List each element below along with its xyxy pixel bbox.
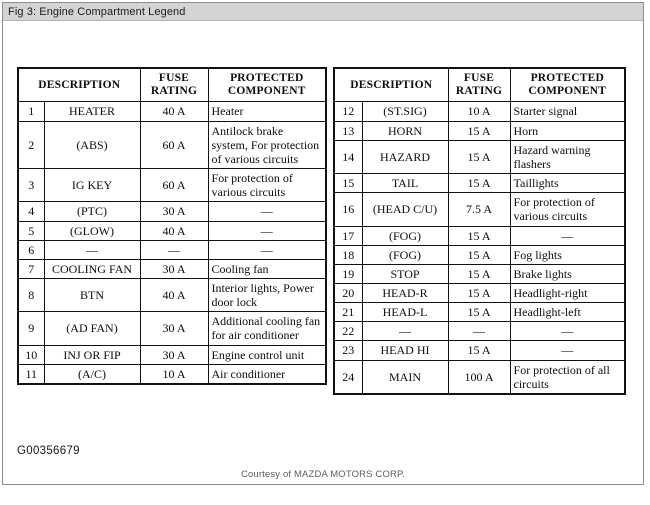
cell-protected-component: — xyxy=(510,341,625,360)
cell-protected-component: Hazard warning flashers xyxy=(510,140,625,173)
cell-protected-component: Engine control unit xyxy=(208,345,326,364)
cell-fuse-number: 14 xyxy=(334,140,362,173)
cell-fuse-number: 3 xyxy=(18,169,44,202)
cell-fuse-number: 2 xyxy=(18,121,44,168)
header-fuse-rating-line1: FUSE xyxy=(158,72,190,84)
table-row xyxy=(18,240,326,259)
cell-description: INJ OR FIP xyxy=(44,345,140,364)
table-row xyxy=(18,312,326,345)
header-protected-component-line1: PROTECTED xyxy=(230,72,304,84)
window-title: Fig 3: Engine Compartment Legend xyxy=(8,5,186,18)
cell-description: IG KEY xyxy=(44,169,140,202)
cell-protected-component: Heater xyxy=(208,102,326,121)
cell-fuse-number: 5 xyxy=(18,221,44,240)
header-protected-component xyxy=(208,68,326,102)
cell-protected-component: Starter signal xyxy=(510,102,625,121)
cell-protected-component: — xyxy=(208,202,326,221)
cell-fuse-rating: 60 A xyxy=(140,121,208,168)
cell-fuse-rating: 40 A xyxy=(140,221,208,240)
cell-fuse-rating: 7.5 A xyxy=(448,193,510,226)
header-fuse-rating xyxy=(140,68,208,102)
table-row xyxy=(18,259,326,278)
table-row xyxy=(18,221,326,240)
cell-fuse-rating: 30 A xyxy=(140,312,208,345)
header-protected-component xyxy=(510,68,625,102)
cell-protected-component: Headlight-left xyxy=(510,303,625,322)
table-row xyxy=(18,102,326,121)
table-row xyxy=(18,121,326,168)
figure-id: G00356679 xyxy=(17,445,80,457)
table-row xyxy=(334,193,625,226)
cell-fuse-rating: 15 A xyxy=(448,303,510,322)
cell-fuse-rating: 15 A xyxy=(448,245,510,264)
cell-description: — xyxy=(362,322,448,341)
table-row xyxy=(18,345,326,364)
cell-fuse-number: 9 xyxy=(18,312,44,345)
cell-fuse-rating: 10 A xyxy=(140,364,208,384)
cell-fuse-number: 10 xyxy=(18,345,44,364)
cell-fuse-rating: 15 A xyxy=(448,284,510,303)
cell-fuse-rating: 40 A xyxy=(140,102,208,121)
cell-description: TAIL xyxy=(362,174,448,193)
cell-fuse-rating: 30 A xyxy=(140,259,208,278)
cell-fuse-number: 6 xyxy=(18,240,44,259)
table-header-row xyxy=(334,68,625,102)
cell-fuse-rating: 15 A xyxy=(448,121,510,140)
header-description: DESCRIPTION xyxy=(334,68,448,102)
cell-description: HEATER xyxy=(44,102,140,121)
cell-protected-component: Air conditioner xyxy=(208,364,326,384)
cell-fuse-number: 7 xyxy=(18,259,44,278)
cell-fuse-number: 12 xyxy=(334,102,362,121)
cell-description: (FOG) xyxy=(362,226,448,245)
cell-fuse-number: 19 xyxy=(334,264,362,283)
cell-protected-component: Brake lights xyxy=(510,264,625,283)
cell-protected-component: Cooling fan xyxy=(208,259,326,278)
cell-description: (PTC) xyxy=(44,202,140,221)
cell-protected-component: — xyxy=(510,322,625,341)
cell-fuse-number: 16 xyxy=(334,193,362,226)
cell-protected-component: Headlight-right xyxy=(510,284,625,303)
cell-description: (AD FAN) xyxy=(44,312,140,345)
header-protected-component-line2: COMPONENT xyxy=(227,85,306,98)
cell-description: (FOG) xyxy=(362,245,448,264)
cell-fuse-rating: — xyxy=(140,240,208,259)
cell-fuse-rating: 10 A xyxy=(448,102,510,121)
cell-description: STOP xyxy=(362,264,448,283)
cell-fuse-rating: 30 A xyxy=(140,345,208,364)
fuse-table-left-body xyxy=(18,102,326,384)
cell-fuse-rating: 30 A xyxy=(140,202,208,221)
cell-fuse-rating: 15 A xyxy=(448,174,510,193)
fuse-table-right-body xyxy=(334,102,625,394)
header-fuse-rating xyxy=(448,68,510,102)
cell-description: COOLING FAN xyxy=(44,259,140,278)
cell-fuse-rating: 60 A xyxy=(140,169,208,202)
table-row xyxy=(18,364,326,384)
table-row xyxy=(18,169,326,202)
fuse-table-left xyxy=(17,67,327,385)
table-row xyxy=(334,322,625,341)
table-row xyxy=(334,341,625,360)
cell-fuse-rating: 15 A xyxy=(448,341,510,360)
table-row xyxy=(334,140,625,173)
cell-description: — xyxy=(44,240,140,259)
figure-page xyxy=(3,21,643,484)
table-row xyxy=(18,202,326,221)
cell-fuse-number: 24 xyxy=(334,360,362,394)
cell-description: (GLOW) xyxy=(44,221,140,240)
header-protected-component-line1: PROTECTED xyxy=(530,72,604,84)
cell-protected-component: For protection of various circuits xyxy=(208,169,326,202)
window-titlebar xyxy=(3,3,643,21)
cell-protected-component: — xyxy=(208,240,326,259)
fuse-table-right xyxy=(333,67,626,395)
cell-protected-component: — xyxy=(208,221,326,240)
cell-protected-component: Antilock brake system, For protection of various circuits xyxy=(208,121,326,168)
cell-protected-component: Fog lights xyxy=(510,245,625,264)
cell-description: HORN xyxy=(362,121,448,140)
cell-protected-component: Taillights xyxy=(510,174,625,193)
cell-fuse-rating: 15 A xyxy=(448,264,510,283)
cell-fuse-rating: — xyxy=(448,322,510,341)
cell-fuse-number: 8 xyxy=(18,279,44,312)
cell-description: HEAD-L xyxy=(362,303,448,322)
cell-description: MAIN xyxy=(362,360,448,394)
cell-protected-component: For protection of various circuits xyxy=(510,193,625,226)
cell-fuse-number: 4 xyxy=(18,202,44,221)
cell-fuse-rating: 15 A xyxy=(448,226,510,245)
cell-description: HAZARD xyxy=(362,140,448,173)
cell-fuse-number: 1 xyxy=(18,102,44,121)
header-fuse-rating-line2: RATING xyxy=(455,85,503,98)
cell-protected-component: Additional cooling fan for air conditioner xyxy=(208,312,326,345)
table-row xyxy=(334,226,625,245)
table-row xyxy=(334,284,625,303)
cell-description: HEAD HI xyxy=(362,341,448,360)
table-row xyxy=(334,303,625,322)
table-header-row xyxy=(18,68,326,102)
cell-protected-component: Interior lights, Power door lock xyxy=(208,279,326,312)
figure-courtesy: Courtesy of MAZDA MOTORS CORP. xyxy=(240,469,406,480)
cell-description: (ST.SIG) xyxy=(362,102,448,121)
cell-description: BTN xyxy=(44,279,140,312)
cell-fuse-number: 13 xyxy=(334,121,362,140)
cell-fuse-number: 23 xyxy=(334,341,362,360)
cell-fuse-rating: 40 A xyxy=(140,279,208,312)
cell-description: (HEAD C/U) xyxy=(362,193,448,226)
cell-description: HEAD-R xyxy=(362,284,448,303)
cell-fuse-rating: 100 A xyxy=(448,360,510,394)
cell-protected-component: — xyxy=(510,226,625,245)
table-row xyxy=(334,174,625,193)
table-row xyxy=(334,121,625,140)
cell-fuse-number: 21 xyxy=(334,303,362,322)
cell-protected-component: For protection of all circuits xyxy=(510,360,625,394)
cell-fuse-number: 15 xyxy=(334,174,362,193)
table-row xyxy=(18,279,326,312)
cell-fuse-rating: 15 A xyxy=(448,140,510,173)
header-protected-component-line2: COMPONENT xyxy=(528,85,607,98)
cell-fuse-number: 22 xyxy=(334,322,362,341)
cell-description: (A/C) xyxy=(44,364,140,384)
cell-fuse-number: 11 xyxy=(18,364,44,384)
header-fuse-rating-line1: FUSE xyxy=(463,72,495,84)
cell-fuse-number: 17 xyxy=(334,226,362,245)
table-row xyxy=(334,102,625,121)
table-row xyxy=(334,360,625,394)
fuse-legend-tables xyxy=(3,21,643,401)
table-row xyxy=(334,245,625,264)
figure-window xyxy=(2,2,644,485)
header-description: DESCRIPTION xyxy=(18,68,140,102)
cell-protected-component: Horn xyxy=(510,121,625,140)
header-fuse-rating-line2: RATING xyxy=(150,85,198,98)
cell-fuse-number: 18 xyxy=(334,245,362,264)
cell-fuse-number: 20 xyxy=(334,284,362,303)
table-row xyxy=(334,264,625,283)
cell-description: (ABS) xyxy=(44,121,140,168)
